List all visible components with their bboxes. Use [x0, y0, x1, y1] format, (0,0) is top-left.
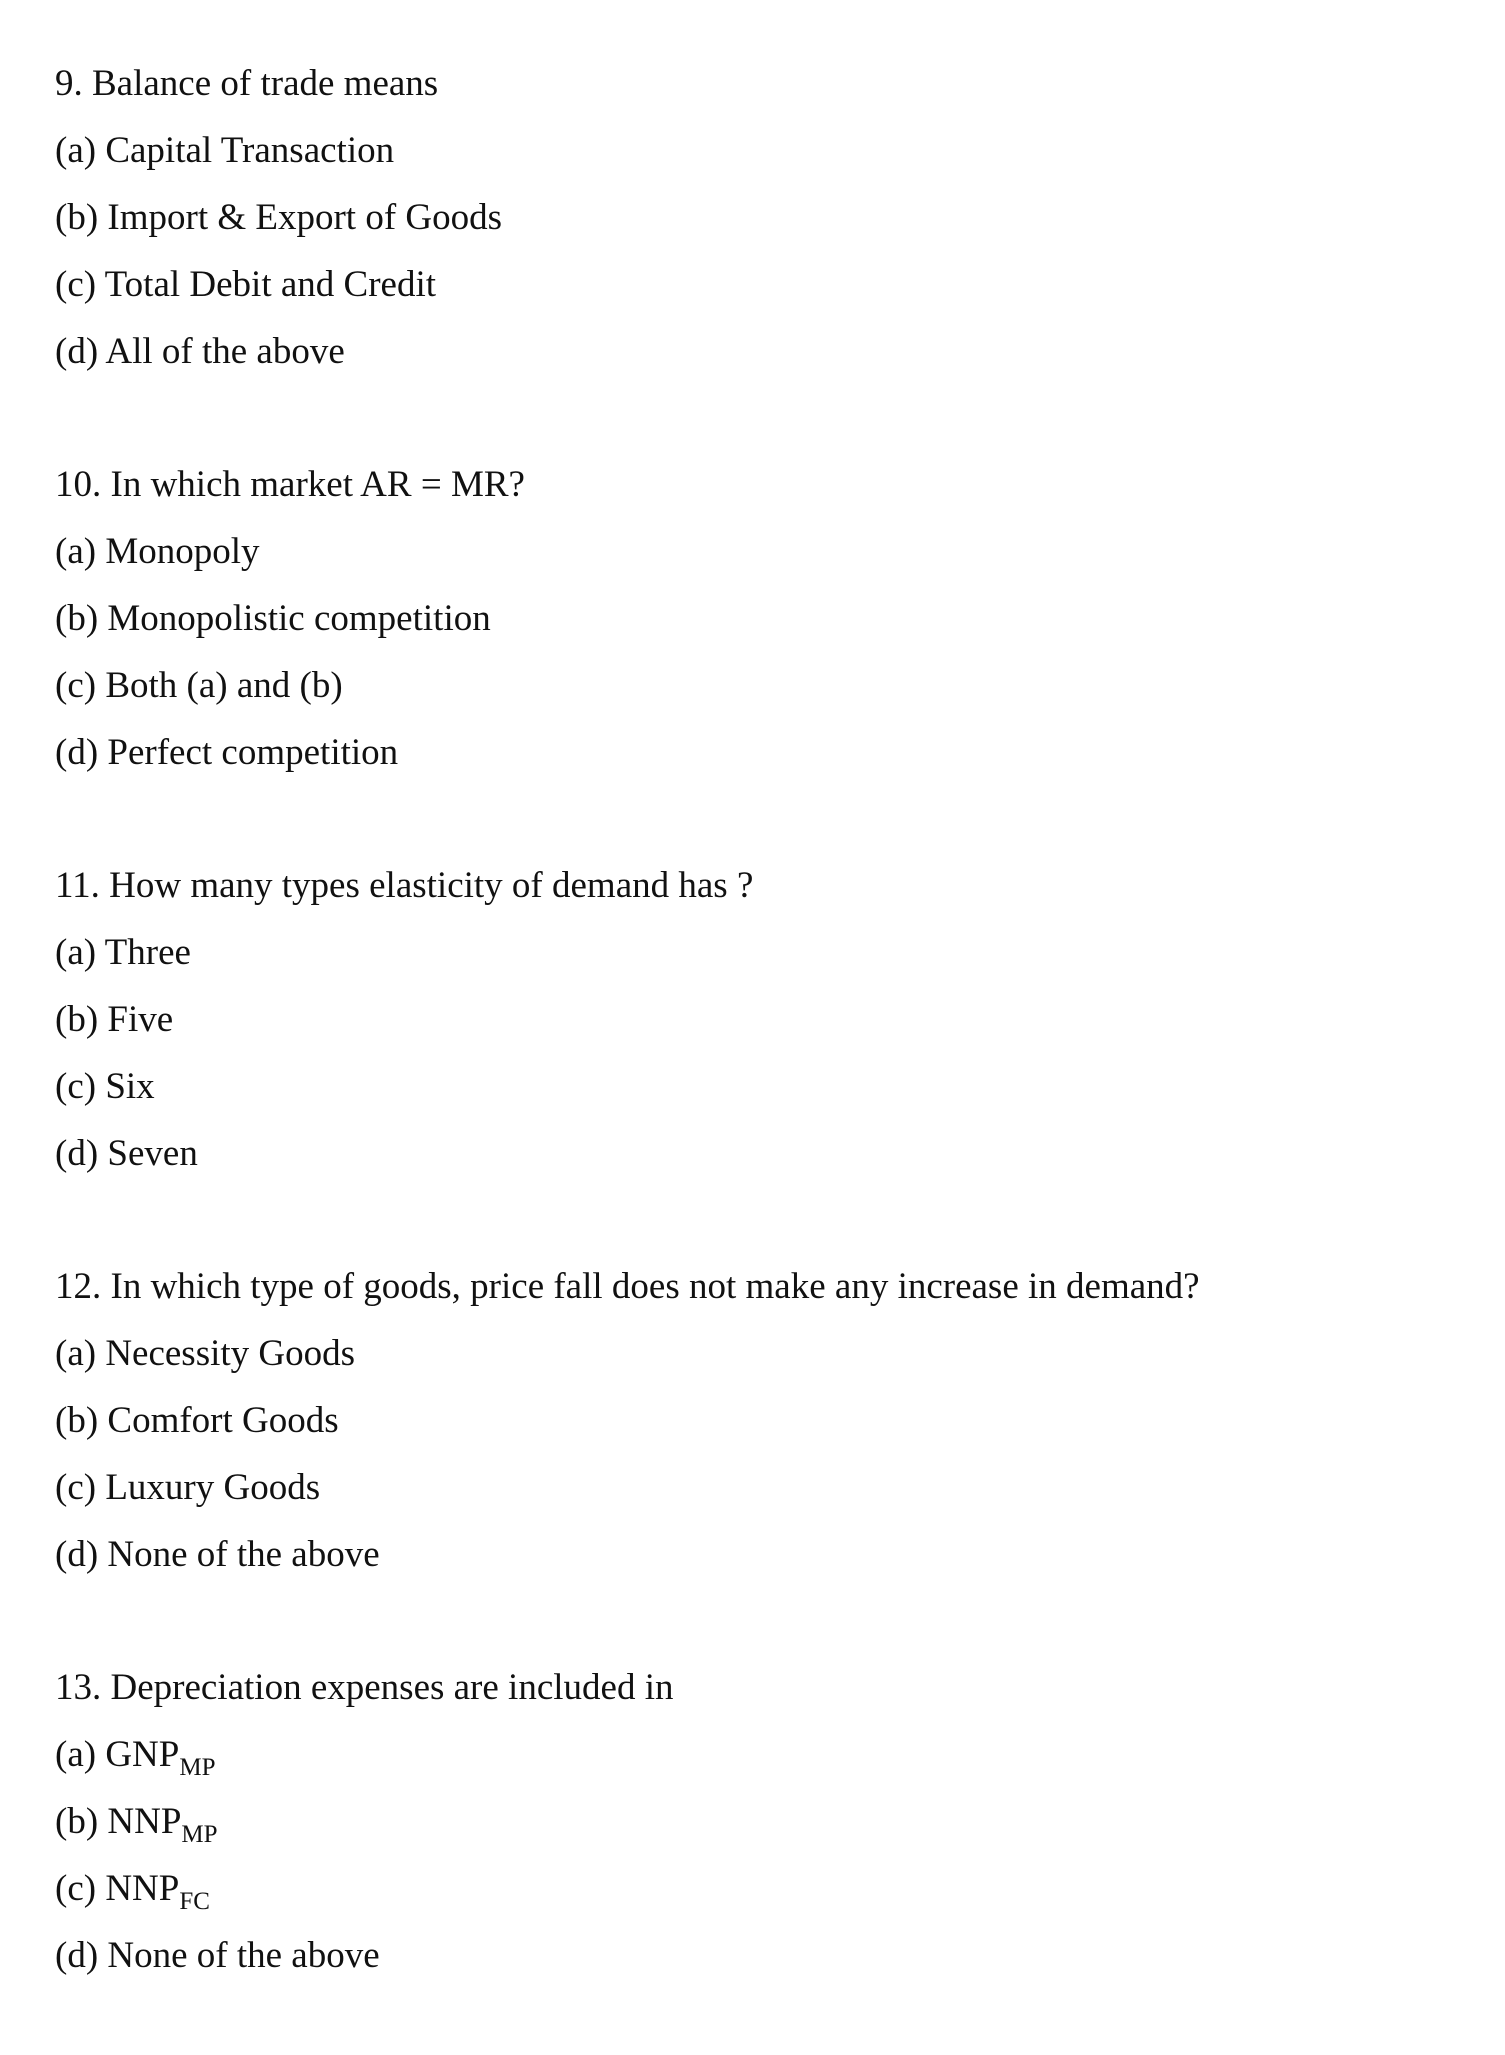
option-a: (a) Capital Transaction — [55, 130, 395, 171]
option-c: (c) Six — [55, 1066, 155, 1107]
option-c: (c) $NNP_{FC}$ — [55, 1868, 210, 1915]
question-text: 11. How many types elasticity of demand has ? — [55, 865, 754, 906]
option-a: (a) Necessity Goods — [55, 1333, 356, 1374]
option-a: (a) Three — [55, 932, 191, 973]
option-d: (d) None of the above — [55, 1534, 380, 1575]
option-d: (d) All of the above — [55, 331, 345, 372]
option-b: (b) $NNP_{MP}$ — [55, 1801, 218, 1848]
option-c: (c) Both (a) and (b) — [55, 665, 343, 706]
option-b: (b) Five — [55, 999, 174, 1040]
option-b: (b) Monopolistic competition — [55, 598, 491, 639]
question-text: 9. Balance of trade means — [55, 63, 439, 104]
question-13 — [55, 1654, 1455, 1989]
question-sheet — [55, 50, 1455, 2055]
option-c: (c) Luxury Goods — [55, 1467, 321, 1508]
option-b: (b) Import & Export of Goods — [55, 197, 503, 238]
option-b: (b) Comfort Goods — [55, 1400, 339, 1441]
question-10 — [55, 451, 1455, 786]
option-d: (d) Seven — [55, 1133, 198, 1174]
option-a: (a) $GNP_{MP}$ — [55, 1734, 216, 1781]
question-9 — [55, 50, 1455, 385]
question-text: 13. Depreciation expenses are included in — [55, 1667, 674, 1708]
question-11 — [55, 852, 1455, 1187]
question-text: 12. In which type of goods, price fall does not make any increase in demand? — [55, 1266, 1200, 1307]
question-text: 10. In which market AR = MR? — [55, 464, 525, 505]
option-d: (d) None of the above — [55, 1935, 380, 1976]
option-c: (c) Total Debit and Credit — [55, 264, 437, 305]
question-12 — [55, 1253, 1455, 1588]
option-d: (d) Perfect competition — [55, 732, 399, 773]
option-a: (a) Monopoly — [55, 531, 260, 572]
